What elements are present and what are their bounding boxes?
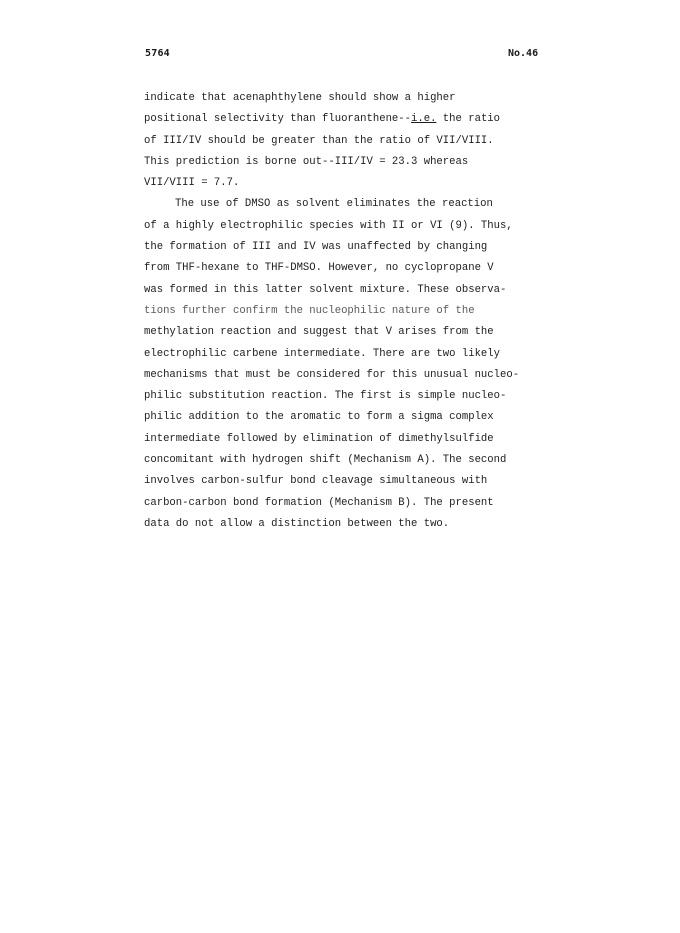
page-header — [0, 48, 680, 64]
text-fragment: positional selectivity than fluoranthene-- — [144, 113, 412, 126]
text-line: intermediate followed by elimination of dimethylsulfide — [144, 432, 494, 445]
issue-number: No.46 — [508, 48, 539, 59]
emphasis-text: i.e. — [411, 113, 437, 126]
body-text — [144, 88, 564, 535]
text-line: mechanisms that must be considered for this unusual nucleo- — [144, 368, 520, 381]
text-line: of a highly electrophilic species with II or VI (9). Thus, — [144, 219, 513, 232]
text-fragment: the ratio — [436, 113, 501, 126]
text-line: indicate that acenaphthylene should show a higher — [144, 92, 456, 104]
text-line: data do not allow a distinction between the two. — [144, 517, 450, 530]
text-line: from THF-hexane to THF-DMSO. However, no cyclopropane V — [144, 262, 494, 275]
text-line: the formation of III and IV was unaffected by changing — [144, 241, 488, 254]
paragraph-first-line: The use of DMSO as solvent eliminates the reaction — [175, 198, 493, 211]
text-line: philic substitution reaction. The first is simple nucleo- — [144, 390, 507, 403]
text-line: carbon-carbon bond formation (Mechanism B). The present — [144, 496, 494, 509]
text-line: tions further confirm the nucleophilic nature of the — [144, 304, 475, 317]
text-line — [144, 109, 564, 130]
text-line: of III/IV should be greater than the ratio of VII/VIII. — [144, 134, 494, 147]
text-line: This prediction is borne out--III/IV = 23.3 whereas — [144, 155, 469, 168]
text-line: concomitant with hydrogen shift (Mechanism A). The second — [144, 454, 507, 467]
text-line: VII/VIII = 7.7. — [144, 177, 240, 190]
text-line: methylation reaction and suggest that V arises from the — [144, 326, 494, 339]
text-line: was formed in this latter solvent mixture. These observa- — [144, 283, 507, 296]
page-number: 5764 — [145, 48, 170, 59]
text-line: electrophilic carbene intermediate. There are two likely — [144, 347, 501, 360]
text-line: philic addition to the aromatic to form a sigma complex — [144, 411, 494, 424]
text-line: involves carbon-sulfur bond cleavage simultaneous with — [144, 475, 488, 488]
